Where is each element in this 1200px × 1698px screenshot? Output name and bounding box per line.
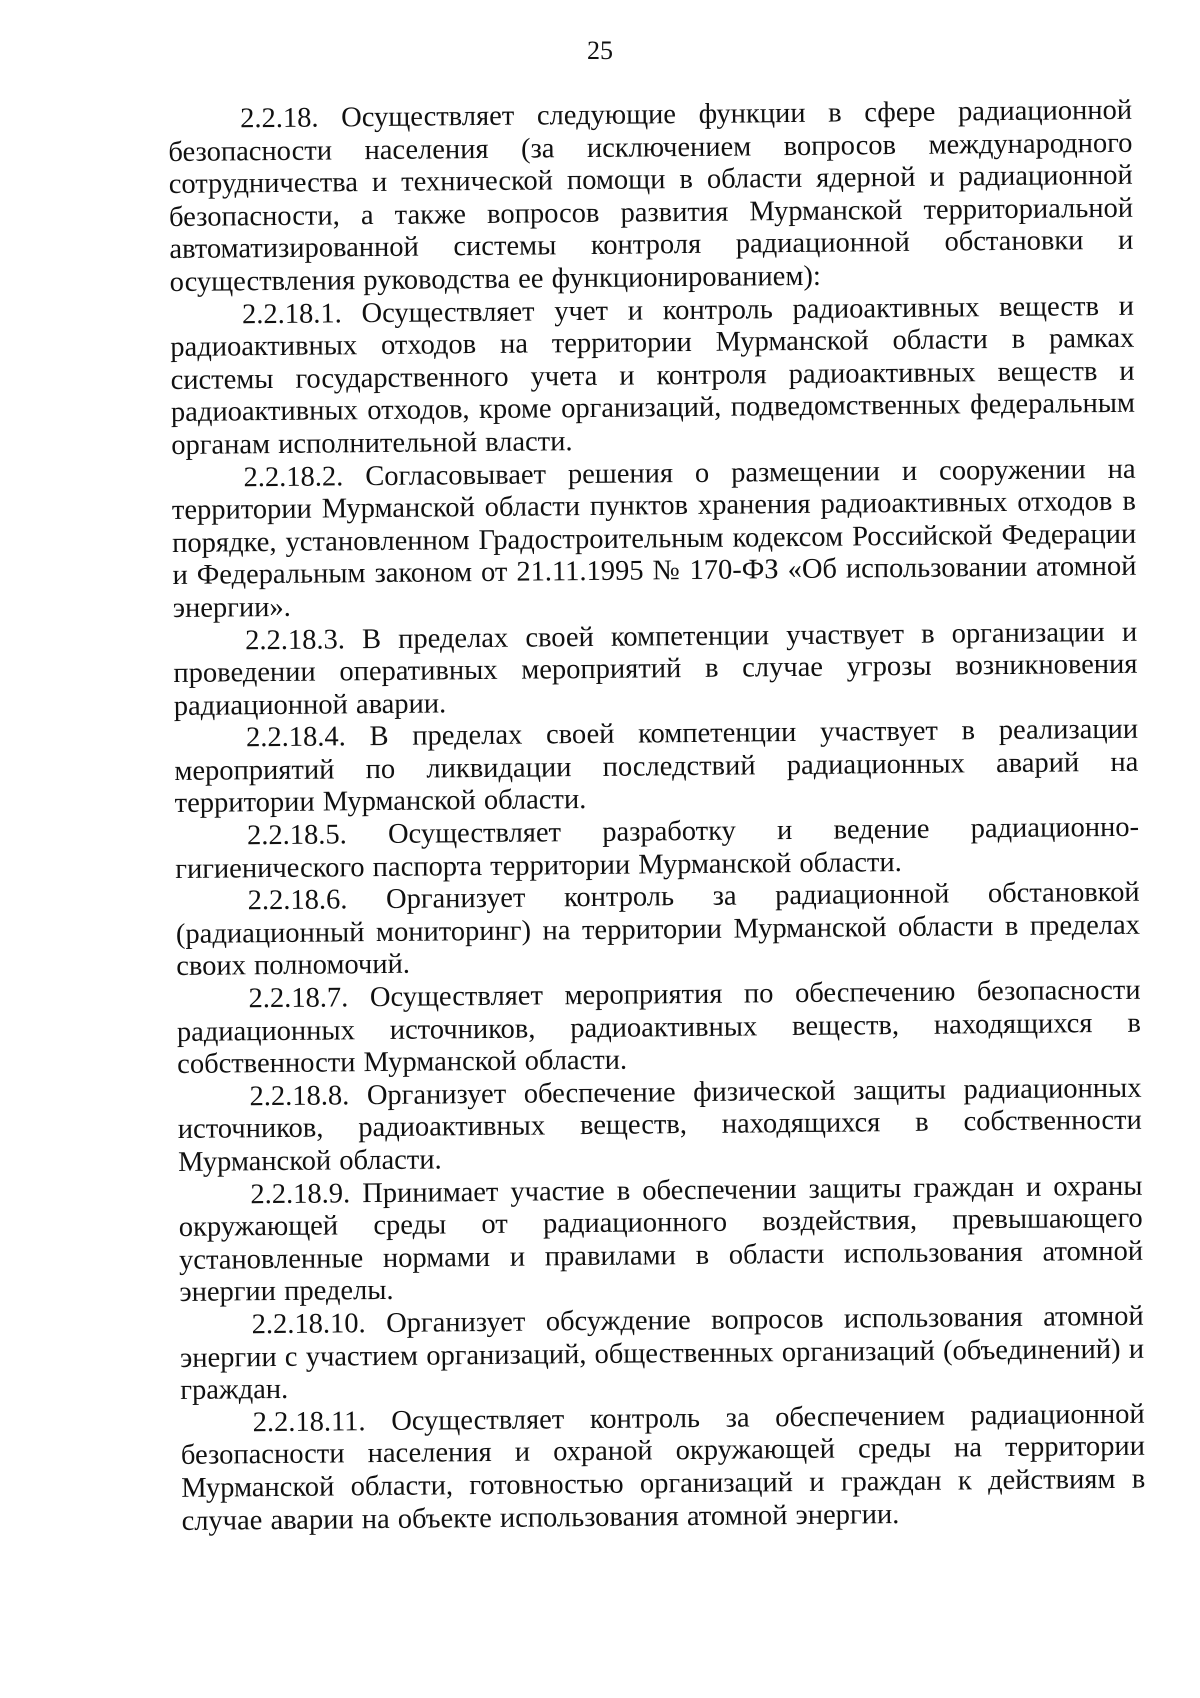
paragraph-2-2-18: 2.2.18. Осуществляет следующие функции в сфере радиационной безопасности населения (за исключением вопросов международного сотрудничества и технической помощи в области ядерной и радиационной безопасности, а также вопросов развития Мурманской территориальной автоматизированной системы контроля радиационной обстановки и осуществления руководства ее функционированием): [168,94,1134,298]
paragraph-2-2-18-1: 2.2.18.1. Осуществляет учет и контроль радиоактивных веществ и радиоактивных отходов на территории Мурманской области в рамках системы государственного учета и контроля радиоактивных веществ и радиоактивных отходов, кроме организаций, подведомственных федеральным органам исполнительной власти. [170,290,1136,461]
paragraph-2-2-18-10: 2.2.18.10. Организует обсуждение вопросов использования атомной энергии с участием организаций, общественных организаций (объединений) и граждан. [179,1300,1145,1407]
paragraph-2-2-18-2: 2.2.18.2. Согласовывает решения о размещении и сооружении на территории Мурманской области пунктов хранения радиоактивных отходов в порядке, установленном Градостроительным кодексом Российской Федерации и Федеральным законом от 21.11.1995 № 170-ФЗ «Об использовании атомной энергии». [171,453,1137,624]
paragraph-2-2-18-4: 2.2.18.4. В пределах своей компетенции участвует в реализации мероприятий по ликвидации последствий радиационных аварий на территории Мурманской области. [174,713,1139,820]
paragraph-2-2-18-9: 2.2.18.9. Принимает участие в обеспечении защиты граждан и охраны окружающей среды от радиационного воздействия, превышающего установленные нормами и правилами в области использования атомной энергии пределы. [178,1170,1144,1309]
document-body [168,95,1146,1538]
paragraph-2-2-18-6: 2.2.18.6. Организует контроль за радиационной обстановкой (радиационный мониторинг) на территории Мурманской области в пределах своих полномочий. [175,876,1141,983]
page-number: 25 [587,36,613,65]
paragraph-2-2-18-8: 2.2.18.8. Организует обеспечение физической защиты радиационных источников, радиоактивных веществ, находящихся в собственности Мурманской области. [177,1072,1142,1178]
paragraph-2-2-18-5: 2.2.18.5. Осуществляет разработку и ведение радиационно-гигиенического паспорта территории Мурманской области. [175,811,1140,885]
paragraph-2-2-18-11: 2.2.18.11. Осуществляет контроль за обеспечением радиационной безопасности населения и охраной окружающей среды на территории Мурманской области, готовностью организаций и граждан к действиям в случае аварии на объекте использования атомной энергии. [180,1398,1146,1537]
paragraph-2-2-18-3: 2.2.18.3. В пределах своей компетенции участвует в организации и проведении оперативных мероприятий в случае угрозы возникновения радиационной аварии. [173,616,1138,722]
paragraph-2-2-18-7: 2.2.18.7. Осуществляет мероприятия по обеспечению безопасности радиационных источников, радиоактивных веществ, находящихся в собственности Мурманской области. [176,974,1142,1081]
